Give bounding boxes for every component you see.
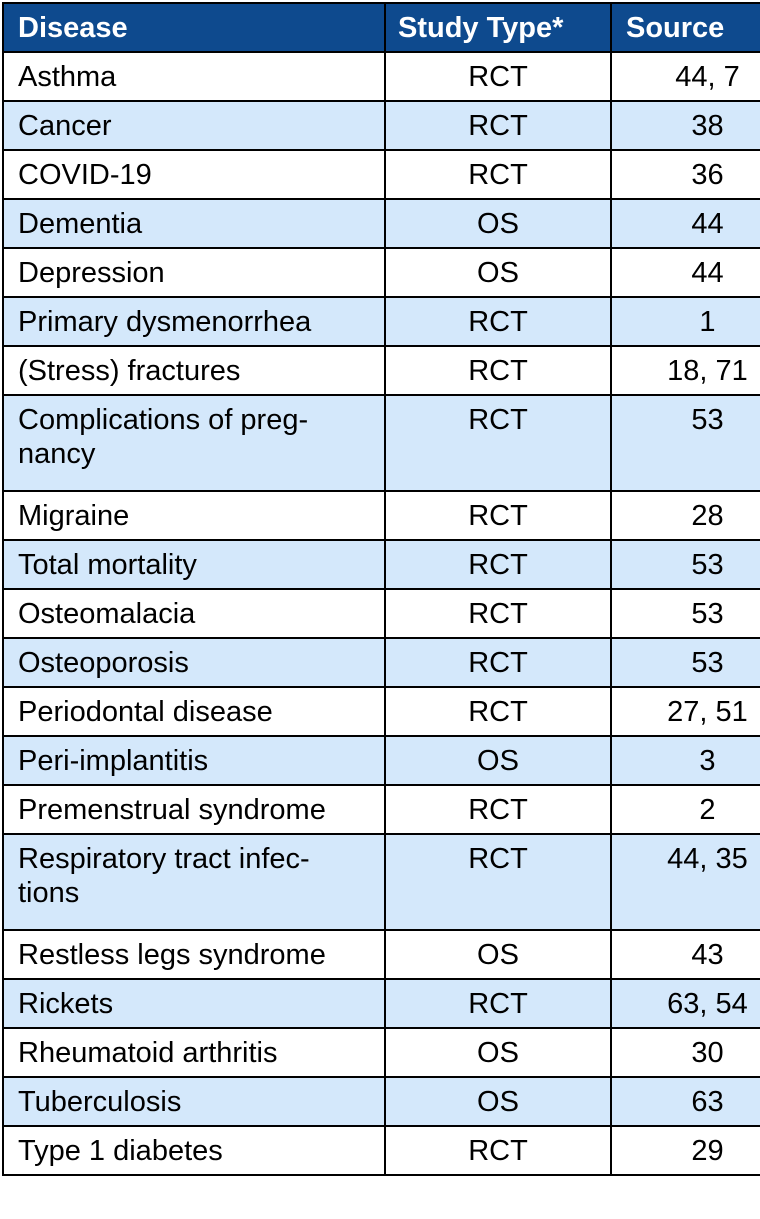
table-row bbox=[3, 687, 760, 736]
table-row bbox=[3, 785, 760, 834]
cell-study-type: RCT bbox=[385, 638, 611, 687]
cell-study-type: OS bbox=[385, 199, 611, 248]
disease-table bbox=[2, 2, 760, 1176]
table-row bbox=[3, 1126, 760, 1175]
cell-source: 53 bbox=[611, 395, 760, 491]
cell-disease: Restless legs syndrome bbox=[3, 930, 385, 979]
cell-disease: Tuberculosis bbox=[3, 1077, 385, 1126]
cell-source: 43 bbox=[611, 930, 760, 979]
cell-source: 36 bbox=[611, 150, 760, 199]
table-row bbox=[3, 589, 760, 638]
cell-source: 18, 71 bbox=[611, 346, 760, 395]
table-row bbox=[3, 540, 760, 589]
cell-disease: Respiratory tract infec- tions bbox=[3, 834, 385, 930]
cell-disease: Rheumatoid arthritis bbox=[3, 1028, 385, 1077]
table-row bbox=[3, 638, 760, 687]
cell-source: 29 bbox=[611, 1126, 760, 1175]
table-row bbox=[3, 346, 760, 395]
cell-source: 53 bbox=[611, 540, 760, 589]
cell-study-type: RCT bbox=[385, 346, 611, 395]
header-source: Source bbox=[611, 3, 760, 52]
cell-study-type: RCT bbox=[385, 297, 611, 346]
table-row bbox=[3, 979, 760, 1028]
cell-study-type: OS bbox=[385, 930, 611, 979]
cell-disease: Peri-implantitis bbox=[3, 736, 385, 785]
cell-study-type: RCT bbox=[385, 834, 611, 930]
cell-source: 2 bbox=[611, 785, 760, 834]
cell-source: 27, 51 bbox=[611, 687, 760, 736]
cell-disease: Migraine bbox=[3, 491, 385, 540]
cell-study-type: OS bbox=[385, 1077, 611, 1126]
table-row bbox=[3, 395, 760, 491]
cell-study-type: RCT bbox=[385, 150, 611, 199]
cell-study-type: OS bbox=[385, 248, 611, 297]
table-row bbox=[3, 52, 760, 101]
table-row bbox=[3, 297, 760, 346]
cell-source: 44 bbox=[611, 248, 760, 297]
table-row bbox=[3, 930, 760, 979]
cell-disease: Depression bbox=[3, 248, 385, 297]
table-row bbox=[3, 1028, 760, 1077]
cell-source: 28 bbox=[611, 491, 760, 540]
cell-study-type: RCT bbox=[385, 979, 611, 1028]
cell-study-type: RCT bbox=[385, 101, 611, 150]
cell-disease: Osteoporosis bbox=[3, 638, 385, 687]
header-disease: Disease bbox=[3, 3, 385, 52]
cell-study-type: RCT bbox=[385, 589, 611, 638]
cell-disease: Periodontal disease bbox=[3, 687, 385, 736]
header-study-type: Study Type* bbox=[385, 3, 611, 52]
cell-study-type: RCT bbox=[385, 52, 611, 101]
cell-disease: Cancer bbox=[3, 101, 385, 150]
cell-study-type: RCT bbox=[385, 395, 611, 491]
cell-disease: Rickets bbox=[3, 979, 385, 1028]
table-row bbox=[3, 248, 760, 297]
cell-disease: Complications of preg- nancy bbox=[3, 395, 385, 491]
cell-study-type: OS bbox=[385, 736, 611, 785]
cell-study-type: RCT bbox=[385, 540, 611, 589]
cell-disease: Asthma bbox=[3, 52, 385, 101]
cell-source: 38 bbox=[611, 101, 760, 150]
table-row bbox=[3, 101, 760, 150]
cell-source: 53 bbox=[611, 589, 760, 638]
cell-disease: Type 1 diabetes bbox=[3, 1126, 385, 1175]
cell-source: 44, 35 bbox=[611, 834, 760, 930]
header-row bbox=[3, 3, 760, 52]
cell-disease: Osteomalacia bbox=[3, 589, 385, 638]
cell-study-type: RCT bbox=[385, 785, 611, 834]
cell-study-type: RCT bbox=[385, 491, 611, 540]
cell-disease: Dementia bbox=[3, 199, 385, 248]
table-row bbox=[3, 736, 760, 785]
cell-source: 63, 54 bbox=[611, 979, 760, 1028]
cell-disease: (Stress) fractures bbox=[3, 346, 385, 395]
table-row bbox=[3, 150, 760, 199]
table-row bbox=[3, 834, 760, 930]
cell-study-type: OS bbox=[385, 1028, 611, 1077]
cell-source: 1 bbox=[611, 297, 760, 346]
cell-source: 30 bbox=[611, 1028, 760, 1077]
cell-source: 44 bbox=[611, 199, 760, 248]
cell-disease: Premenstrual syndrome bbox=[3, 785, 385, 834]
table-row bbox=[3, 1077, 760, 1126]
cell-source: 63 bbox=[611, 1077, 760, 1126]
cell-source: 44, 7 bbox=[611, 52, 760, 101]
table-row bbox=[3, 199, 760, 248]
cell-study-type: RCT bbox=[385, 687, 611, 736]
cell-source: 53 bbox=[611, 638, 760, 687]
cell-disease: Total mortality bbox=[3, 540, 385, 589]
cell-disease: COVID-19 bbox=[3, 150, 385, 199]
cell-study-type: RCT bbox=[385, 1126, 611, 1175]
cell-disease: Primary dysmenorrhea bbox=[3, 297, 385, 346]
table-body bbox=[3, 52, 760, 1175]
table-row bbox=[3, 491, 760, 540]
cell-source: 3 bbox=[611, 736, 760, 785]
